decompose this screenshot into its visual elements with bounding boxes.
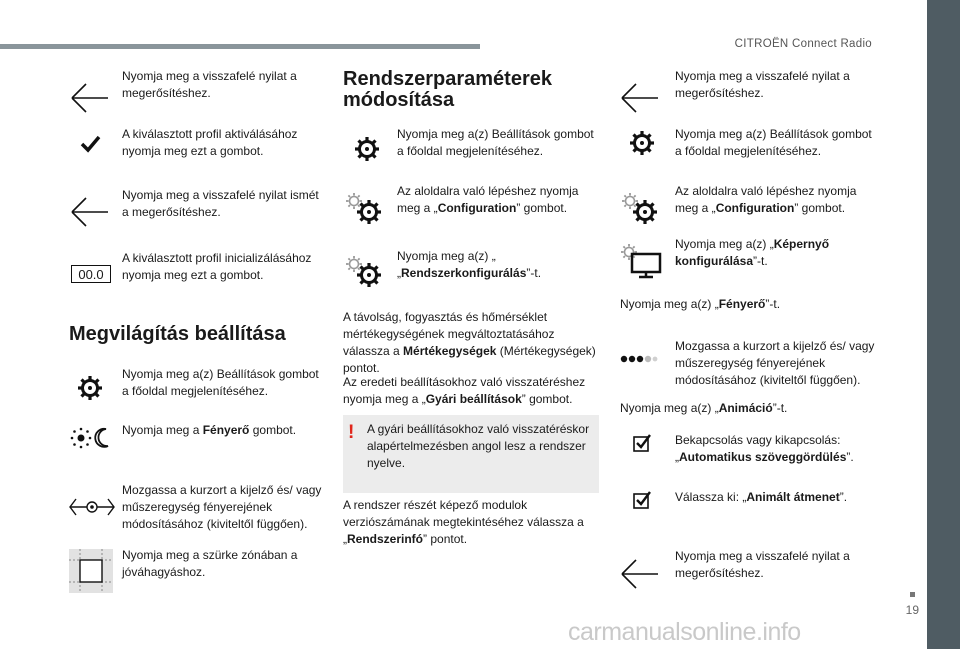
system-item-3-text: Nyomja meg a(z) „ „Rendszerkonfigurálás”-t. (397, 249, 542, 280)
warning-exclamation-icon: ! (348, 422, 355, 443)
animation-instruction: Nyomja meg a(z) „Animáció”-t. (620, 401, 788, 415)
back-arrow-icon (70, 82, 110, 114)
display-config-icon (619, 242, 663, 280)
col1-item-3-text: Nyomja meg a visszafelé nyilat ismét a megerősítéshez. (122, 188, 319, 219)
animated-transition-text: Válassza ki: „Animált átmenet”. (675, 490, 848, 504)
reset-counter-icon: 00.0 (71, 265, 111, 283)
brightness-level-text: Mozgassa a kurzort a kijelző és/ vagy műszeregység fényerejének módosításához (kiviteltől függően). (675, 339, 875, 387)
page-header-brand: CITROËN Connect Radio (734, 38, 872, 50)
settings-gear-icon (76, 374, 104, 402)
system-item-1-text: Nyomja meg a(z) Beállítások gombot a főoldal megjelenítéséhez. (397, 127, 594, 158)
brightness-level-icon (618, 352, 658, 366)
lighting-item-2-text: Nyomja meg a Fényerő gombot. (122, 423, 297, 437)
grey-zone-icon (69, 549, 113, 593)
configuration-gears-icon (342, 189, 384, 225)
brightness-instruction: Nyomja meg a(z) „Fényerő”-t. (620, 297, 781, 311)
system-heading-line2: módosítása (343, 89, 455, 111)
back-arrow-icon (620, 558, 660, 590)
settings-gear-icon (628, 129, 656, 157)
col1-item-4-text: A kiválasztott profil inicializálásához nyomja meg ezt a gombot. (122, 251, 312, 282)
display-item-4-text: Nyomja meg a(z) „Képernyő konfigurálása”-t. (675, 237, 830, 268)
slider-cursor-icon (68, 494, 116, 520)
side-strip (927, 0, 960, 649)
lighting-heading: Megvilágítás beállítása (69, 323, 286, 345)
system-heading-line1: Rendszerparaméterek (343, 68, 552, 90)
checkbox-icon (633, 490, 653, 510)
checkbox-icon (633, 433, 653, 453)
col1-item-2-text: A kiválasztott profil aktiválásához nyomja meg ezt a gombot. (122, 127, 298, 158)
col1-item-1-text: Nyomja meg a visszafelé nyilat a megerősítéshez. (122, 69, 297, 100)
final-back-text: Nyomja meg a visszafelé nyilat a megerősítéshez. (675, 549, 850, 580)
system-config-gears-icon (342, 252, 384, 288)
display-item-2-text: Nyomja meg a(z) Beállítások gombot a főoldal megjelenítéséhez. (675, 127, 872, 158)
back-arrow-icon (620, 82, 660, 114)
lighting-item-3-text: Mozgassa a kurzort a kijelző és/ vagy műszeregység fényerejének módosításához (kiviteltől függően). (122, 483, 322, 531)
display-item-1-text: Nyomja meg a visszafelé nyilat a megerősítéshez. (675, 69, 850, 100)
auto-scroll-text: Bekapcsolás vagy kikapcsolás: „Automatikus szöveggördülés”. (675, 433, 854, 464)
top-rule (0, 44, 480, 49)
end-marker (910, 592, 915, 597)
page-number: 19 (905, 603, 919, 617)
warning-note-text: A gyári beállításokhoz való visszatéréskor alapértelmezésben angol lesz a rendszer nyelve. (367, 422, 590, 470)
back-arrow-icon (70, 196, 110, 228)
settings-gear-icon (353, 135, 381, 163)
lighting-item-4-text: Nyomja meg a szürke zónában a jóváhagyáshoz. (122, 548, 298, 579)
units-paragraph: A távolság, fogyasztás és hőmérséklet mértékegységének megváltoztatásához válassza a Mértékegységek (Mértékegységek) pontot. (343, 310, 596, 375)
watermark: carmanualsonline.info (568, 618, 801, 646)
factory-reset-paragraph: Az eredeti beállításokhoz való visszatéréshez nyomja meg a „Gyári beállítások” gombot. (343, 375, 586, 406)
display-item-3-text: Az aloldalra való lépéshez nyomja meg a „Configuration” gombot. (675, 184, 857, 215)
brightness-icon (68, 425, 114, 451)
system-item-2-text: Az aloldalra való lépéshez nyomja meg a „Configuration” gombot. (397, 184, 579, 215)
system-info-paragraph: A rendszer részét képező modulok verziószámának megtekintéséhez válassza a „Rendszerinfó” pontot. (343, 498, 584, 546)
configuration-gears-icon (618, 189, 660, 225)
lighting-item-1-text: Nyomja meg a(z) Beállítások gombot a főoldal megjelenítéséhez. (122, 367, 319, 398)
checkmark-icon (79, 134, 103, 154)
